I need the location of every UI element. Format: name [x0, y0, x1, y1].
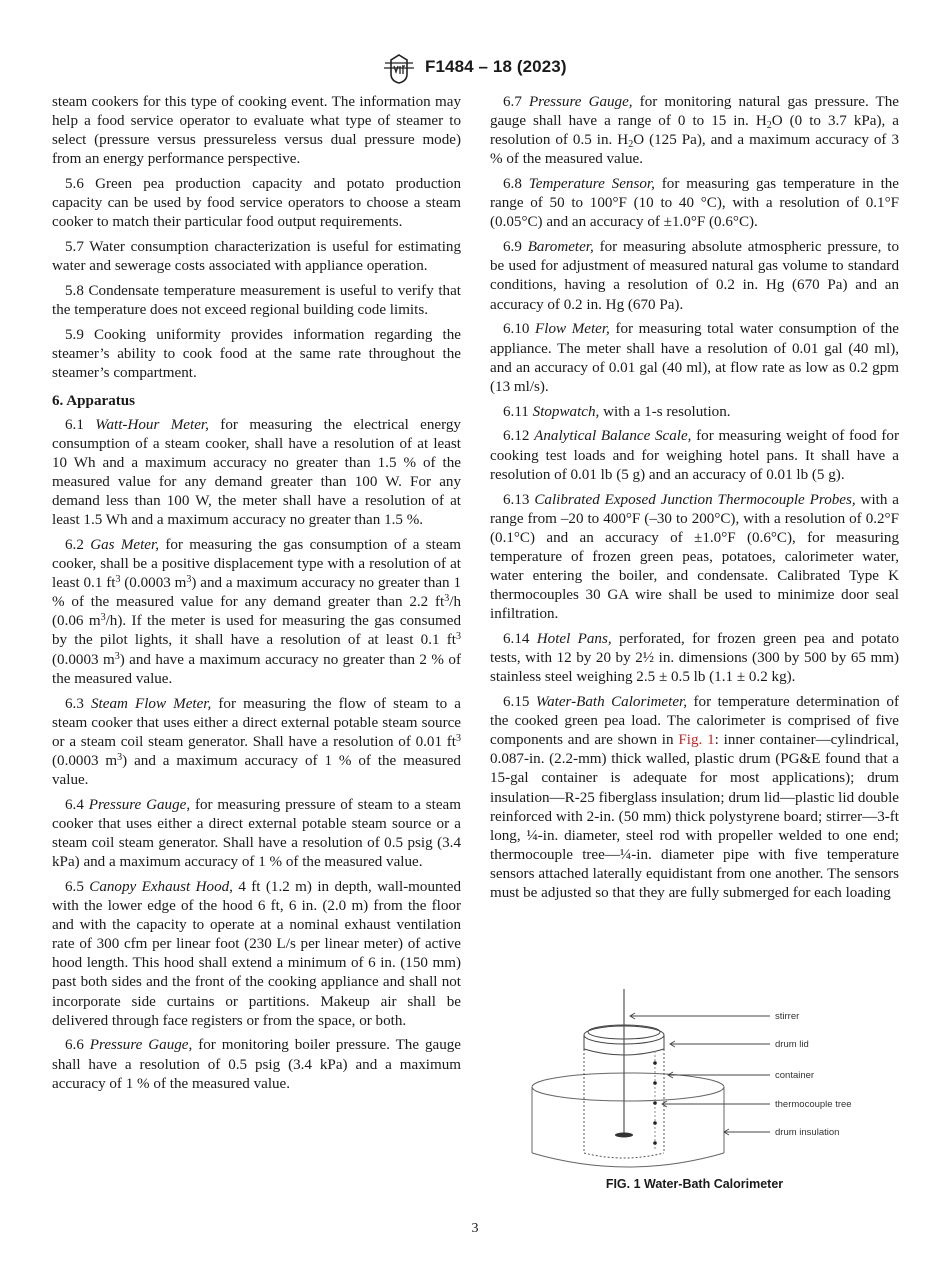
- paragraph-6-1: 6.1 Watt-Hour Meter, for measuring the electrical energy consumption of a steam cooker, shall have a resolution of at least 10 Wh and a maximum accuracy no greater than 1.5 % of the measured value for any demand greater than 100 W. For any demand less than 100 W, the meter shall have a resolution of at least 1.5 Wh and a maximum accuracy no greater than 1.5 %.: [52, 416, 461, 529]
- paragraph-6-8: 6.8 Temperature Sensor, for measuring gas temperature in the range of 50 to 100°F (10 to 40 °C), with a resolution of 0.1°F (0.05°C) and an accuracy of ±1.0°F (0.6°C).: [490, 176, 900, 231]
- paragraph-6-10: 6.10 Flow Meter, for measuring total water consumption of the appliance. The meter shall have a resolution of 0.01 gal (40 ml), and an accuracy of 0.01 gal (40 ml), at flow rate as low as 0.2 gpm (13 ml/s).: [490, 321, 899, 395]
- paragraph-6-14: 6.14 Hotel Pans, perforated, for frozen green pea and potato tests, with 12 by 20 by 2½ in. dimensions (300 by 500 by 65 mm) stainless steel weighing 2.5 ± 0.5 lb (1.1 ± 0.2 kg).: [490, 631, 899, 686]
- paragraph-6-5: 6.5 Canopy Exhaust Hood, 4 ft (1.2 m) in depth, wall-mounted with the lower edge of the hood 6 ft, 6 in. (2.0 m) from the floor and with the capacity to operate at a nominal exhaust ventilation rate of 300 cfm per linear foot (230 L/s per linear meter) of active hood length. This hood shall extend a minimum of 6 in. (150 mm) past both sides and the front of the cooking appliance and shall not incorporate side curtains or partitions. Makeup air shall be delivered through face registers or from the space, or both.: [52, 878, 461, 1029]
- calorimeter-figure: [502, 985, 902, 1175]
- section-heading-apparatus: 6. Apparatus: [52, 392, 136, 409]
- label-thermocouple-tree: thermocouple tree: [775, 1099, 852, 1110]
- paragraph-6-9: 6.9 Barometer, for measuring absolute atmospheric pressure, to be used for adjustment of measured natural gas volume to standard conditions, having a resolution of 0.2 in. Hg (670 Pa) and an accuracy of 0.2 in. Hg (670 Pa).: [490, 239, 899, 313]
- left-column: [52, 93, 461, 1100]
- paragraph-5-6: 5.6 Green pea production capacity and potato production capacity can be used by food service operators to choose a steam cooker to match their particular food output requirements.: [52, 176, 461, 231]
- paragraph-6-11: 6.11 Stopwatch, with a 1-s resolution.: [503, 403, 731, 420]
- label-drum-insulation: drum insulation: [775, 1127, 840, 1138]
- paragraph-6-12: 6.12 Analytical Balance Scale, for measuring weight of food for cooking test loads and for weighing hotel pans. It shall have a resolution of 0.01 lb (5 g) and an accuracy of 0.01 lb (5 g).: [490, 428, 899, 483]
- page-header: [0, 54, 950, 84]
- paragraph-5-7: 5.7 Water consumption characterization is useful for estimating water and sewerage costs associated with appliance operation.: [52, 239, 461, 275]
- figure-caption: FIG. 1 Water-Bath Calorimeter: [605, 1177, 784, 1191]
- label-container: container: [775, 1070, 815, 1081]
- paragraph-6-7: 6.7 Pressure Gauge, for monitoring natural gas pressure. The gauge shall have a range of 0 to 15 in. $H_2O$ (0 to 3.7 kPa), a resolution of 0.5 in. $H_2O$ (125 Pa), and a maximum accuracy of 3 % of the measured value.: [490, 94, 899, 168]
- page-number: 3: [471, 1221, 479, 1236]
- drum-insulation-shape: [532, 1073, 724, 1167]
- paragraph-continuation: steam cookers for this type of cooking event. The information may help a food service operator to evaluate what type of steamer to select (pressure versus pressureless versus dual pressure mode) from an energy performance perspective.: [52, 94, 461, 168]
- paragraph-6-2: 6.2 Gas Meter, for measuring the gas consumption of a steam cooker, shall be a positive displacement type with a resolution of at least 0.1 $ft^3$ (0.0003 $m^3$) and a maximum accuracy no greater than 1 % of the measured value for any demand greater than 2.2 $ft^3/h$ (0.06 $m^3/h$). If the meter is used for measuring the gas consumed by the pilot lights, it shall have a resolution of at least 0.1 $ft^3$ (0.0003 $m^3$) and have a maximum accuracy no greater than 2 % of the measured value.: [52, 536, 462, 687]
- right-column: [490, 93, 899, 909]
- paragraph-6-15: 6.15 Water-Bath Calorimeter, for temperature determination of the cooked green pea load. The calorimeter is comprised of five components and are shown in Fig. 1: inner container—cylindrical, 0.087-in. (2.2-mm) thick walled, plastic drum (PG&E found that a 15-gal container is adequate for most applications); drum insulation—R-25 fiberglass insulation; drum lid—plastic lid double reinforced with 2-in. (50 mm) thick polystyrene board; stirrer—3-ft long, ¼-in. diameter, steel rod with propeller welded to one end; thermocouple tree—¼-in. diameter pipe with five temperature sensors attached laterally equidistant from one another. The sensors must be adjusted so that they are fully submerged for each loading: [490, 694, 899, 902]
- astm-logo-icon: [381, 54, 417, 84]
- paragraph-5-8: 5.8 Condensate temperature measurement is useful to verify that the temperature does not exceed regional building code limits.: [52, 283, 461, 319]
- paragraph-6-13: 6.13 Calibrated Exposed Junction Thermocouple Probes, with a range from –20 to 400°F (–30 to 200°C), with a resolution of 0.2°F (0.1°C) and an accuracy of ±1.0°F (0.6°C), for measuring temperature of frozen green peas, potatoes, calorimeter water, water entering the boiler, and condensate. Calibrated Type K thermocouples 30 GA wire shall be used to minimize door seal infiltration.: [490, 491, 899, 623]
- label-stirrer: stirrer: [775, 1011, 800, 1022]
- stirrer-shape: [615, 989, 633, 1138]
- paragraph-6-4: 6.4 Pressure Gauge, for measuring pressure of steam to a steam cooker that uses either a direct external potable steam source or a steam coil steam generator. Shall have a resolution of 0.5 psig (3.4 kPa) and a maximum accuracy of 1 % of the measured value.: [52, 796, 461, 871]
- label-drum-lid: drum lid: [775, 1039, 809, 1050]
- document-id: F1484 – 18 (2023): [425, 57, 567, 76]
- paragraph-5-9: 5.9 Cooking uniformity provides information regarding the steamer’s ability to cook food at the same rate throughout the steamer’s compartment.: [52, 327, 461, 382]
- paragraph-6-6: 6.6 Pressure Gauge, for monitoring boiler pressure. The gauge shall have a resolution of 0.5 psig (3.4 kPa) and a maximum accuracy of 1 % of the measured value.: [52, 1037, 461, 1092]
- figure-1-link[interactable]: Fig. 1: [678, 732, 715, 749]
- paragraph-6-3: 6.3 Steam Flow Meter, for measuring the flow of steam to a steam cooker that uses either a direct external potable steam source or a steam coil steam generator. Shall have a resolution of 0.01 $ft^3$ (0.0003 $m^3$) and a maximum accuracy of 1 % of the measured value.: [52, 695, 461, 788]
